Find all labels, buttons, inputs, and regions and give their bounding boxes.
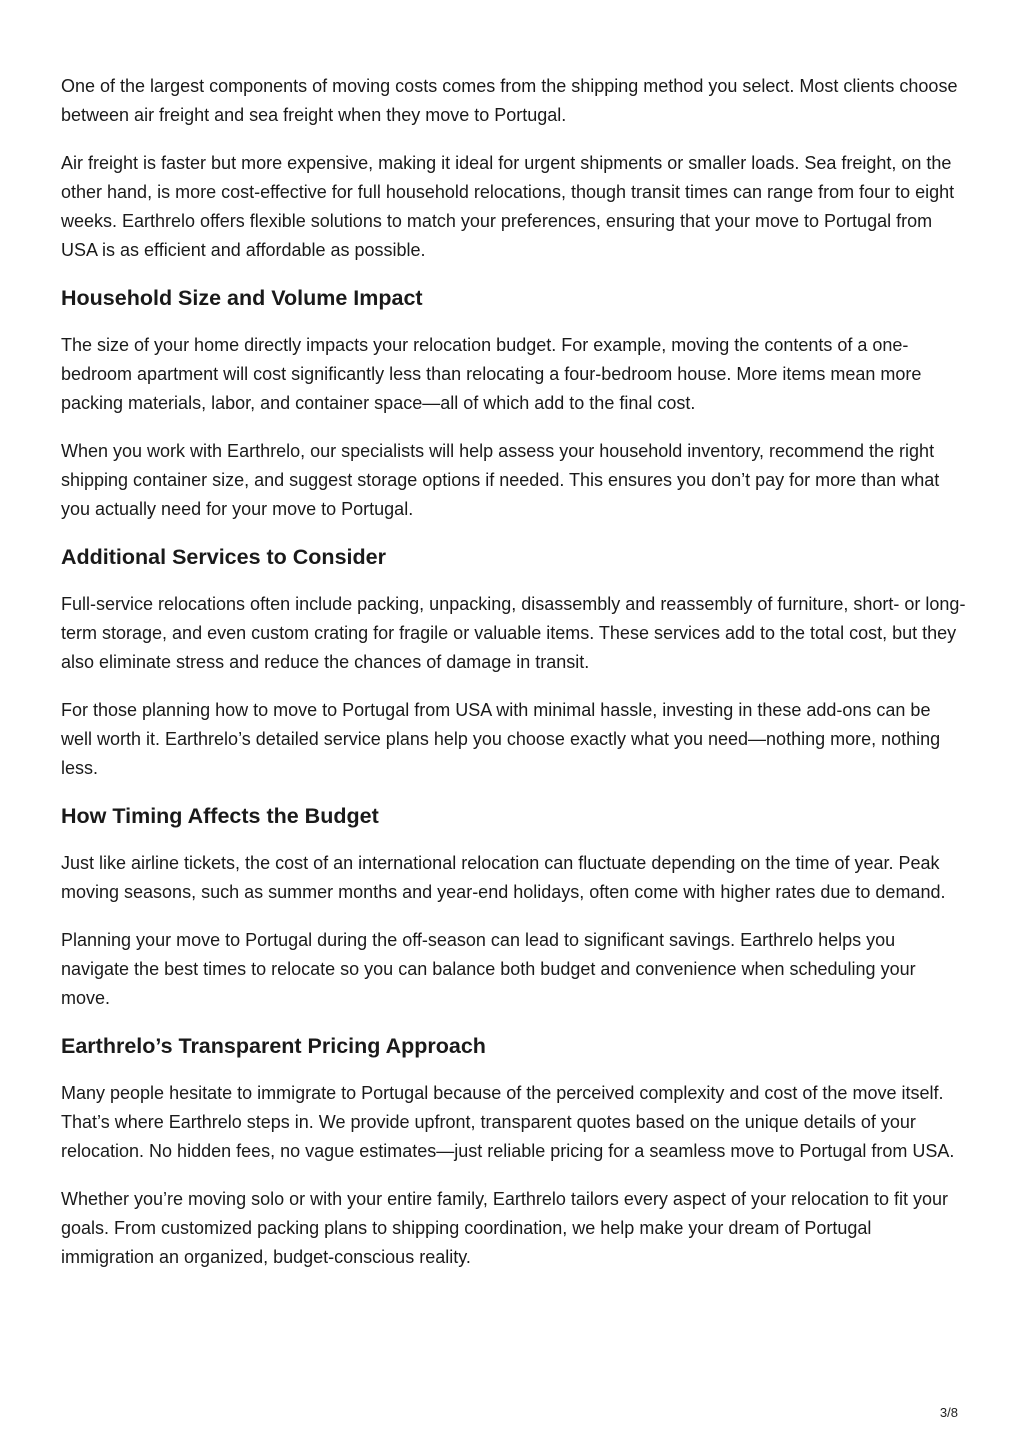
document-body bbox=[61, 72, 966, 1291]
household-paragraph-2: When you work with Earthrelo, our specialists will help assess your household inventory, recommend the right shipping container size, and suggest storage options if needed. This ensures you don’t pay for more than what you actually need for your move to Portugal. bbox=[61, 441, 940, 519]
pricing-paragraph-1: Many people hesitate to immigrate to Portugal because of the perceived complexity and cost of the move itself. That’s where Earthrelo steps in. We provide upfront, transparent quotes based on the unique details of your relocation. No hidden fees, no vague estimates—just reliable pricing for a seamless move to Portugal from USA. bbox=[61, 1083, 955, 1161]
household-paragraph-1: The size of your home directly impacts your relocation budget. For example, moving the contents of a one-bedroom apartment will cost significantly less than relocating a four-bedroom house. More items mean more packing materials, labor, and container space—all of which add to the final cost. bbox=[61, 335, 922, 413]
heading-household-size: Household Size and Volume Impact bbox=[61, 286, 423, 310]
timing-paragraph-2: Planning your move to Portugal during the off-season can lead to significant savings. Earthrelo helps you navigate the best times to relocate so you can balance both budget and convenience when scheduling your move. bbox=[61, 930, 916, 1008]
intro-paragraph-2: Air freight is faster but more expensive, making it ideal for urgent shipments or smaller loads. Sea freight, on the other hand, is more cost-effective for full household relocations, though transit times can range from four to eight weeks. Earthrelo offers flexible solutions to match your preferences, ensuring that your move to Portugal from USA is as efficient and affordable as possible. bbox=[61, 153, 955, 260]
timing-paragraph-1: Just like airline tickets, the cost of an international relocation can fluctuate depending on the time of year. Peak moving seasons, such as summer months and year-end holidays, often come with higher rates due to demand. bbox=[61, 853, 946, 902]
intro-paragraph-1: One of the largest components of moving costs comes from the shipping method you select. Most clients choose between air freight and sea freight when they move to Portugal. bbox=[61, 76, 958, 125]
heading-additional-services: Additional Services to Consider bbox=[61, 545, 386, 569]
heading-timing: How Timing Affects the Budget bbox=[61, 804, 379, 828]
services-paragraph-2: For those planning how to move to Portugal from USA with minimal hassle, investing in these add-ons can be well worth it. Earthrelo’s detailed service plans help you choose exactly what you need—nothing more, nothing less. bbox=[61, 700, 941, 778]
page-number: 3/8 bbox=[939, 1405, 958, 1420]
pricing-paragraph-2: Whether you’re moving solo or with your entire family, Earthrelo tailors every aspect of your relocation to fit your goals. From customized packing plans to shipping coordination, we help make your dream of Portugal immigration an organized, budget-conscious reality. bbox=[61, 1189, 949, 1267]
heading-transparent-pricing: Earthrelo’s Transparent Pricing Approach bbox=[61, 1034, 486, 1058]
services-paragraph-1: Full-service relocations often include packing, unpacking, disassembly and reassembly of furniture, short- or long-term storage, and even custom crating for fragile or valuable items. These services add to the total cost, but they also eliminate stress and reduce the chances of damage in transit. bbox=[61, 594, 966, 672]
